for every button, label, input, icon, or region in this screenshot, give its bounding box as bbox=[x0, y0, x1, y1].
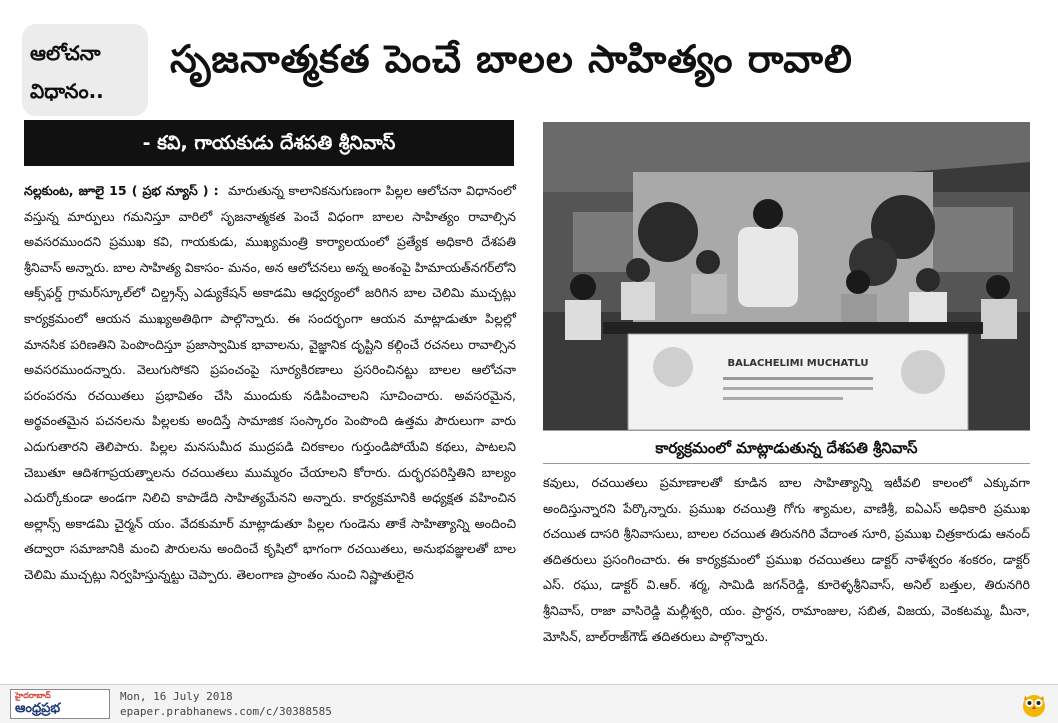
publication-logo bbox=[10, 689, 110, 719]
headline: సృజనాత్మకత పెంచే బాలల సాహిత్యం రావాలి bbox=[170, 37, 853, 81]
epaper-url[interactable]: epaper.prabhanews.com/c/30388585 bbox=[120, 705, 332, 718]
dateline: నల్లకుంట, జూలై 15 ( ప్రభ న్యూస్ ) : bbox=[24, 183, 219, 198]
edition-date: Mon, 16 July 2018 bbox=[120, 690, 233, 703]
left-column-text: మారుతున్న కాలానికనుగుణంగా పిల్లల ఆలోచనా విధానంలో వస్తున్న మార్పులు గమనిస్తూ వారిలో సృజనాత్మకత పెంచే విధంగా బాలల సాహిత్యం రావాల్సిన అవసరముందని ప్రముఖ కవి, గాయకుడు, ముఖ్యమంత్రి కార్యాలయంలో ప్రత్యేక అధికారి దేశపతి శ్రీనివాస్ అన్నారు. బాల సాహిత్య వికాసం- మనం, అన ఆలోచనలు అన్న అంశంపై హిమాయత్‌నగర్‌లోని ఆక్స్‌ఫర్డ్ గ్రామర్‌స్కూల్‌లో చిల్డ్రన్స్ ఎడ్యుకేషన్ అకాడమి ఆధ్వర్యంలో జరిగిన బాల చెలిమి ముచ్చట్లు కార్యక్రమంలో ఆయన ముఖ్యఅతిథిగా పాల్గొన్నారు. ఈ సందర్భంగా ఆయన మాట్లాడుతూ పిల్లల్లో మానసిక పరిణతిని పెంపొందిస్తూ ప్రజాస్వామిక భావాలను, వైజ్ఞానిక దృష్టిని కల్గించే రచనలు రావాల్సిన అవసరముందన్నారు. వెలుగుసోకని ప్రపంచంపై సూర్యకిరణాలు ప్రసరించినట్టు బాలల ఆలోచనా పరంపరను రచయితలు ప్రభావితం చేసి ముందుకు నడిపించాలని సూచించారు. అవసరమైన, అర్థవంతమైన పచనలను పిల్లలకు అందిస్తే సామాజిక సంస్కారం పెంపొంది ఉత్తమ పౌరులుగా వారు ఎదుగుతారని తెలిపారు. పిల్లల మనసుమీద ముద్రపడి చిరకాలం గుర్తుండిపోయేవి కథలు, పాటలని చెబుతూ ఆదిశగాప్రయత్నాలను రచయితలు ముమ్మరం చేయాలని కోరారు. దుర్భరపరిస్తితిని బాల్యం ఎదుర్కోకుండా అండగా నిలిచి కాపాడేది సాహిత్యమేనని అన్నారు. కార్యక్రమానికి అధ్యక్షత వహించిన అల్లాన్స్ అకాడమి చైర్మన్ యం. వేదకుమార్ మాట్లాడుతూ పిల్లల గుండెను తాకే సాహిత్యాన్ని అందించి తద్వారా సమాజానికి మంచి పౌరులను అందించే కృషిలో భాగంగా రచయితలు, అనుభవజ్ఞులతో బాల చెలిమి ముచ్చట్లు నిర్వహిస్తున్నట్టు చెప్పారు. తెలంగాణ ప్రాంతం నుంచి నిష్ణాతులైన bbox=[24, 183, 516, 582]
logo-title: ఆంధ్రప్రభ bbox=[15, 701, 61, 716]
section-tag-line1: ఆలోచనా bbox=[30, 41, 101, 65]
banner-text: BALACHELIMI MUCHATLU bbox=[727, 358, 869, 369]
footer-bar bbox=[0, 684, 1058, 723]
event-photo-illustration bbox=[543, 122, 1030, 430]
byline: - కవి, గాయకుడు దేశపతి శ్రీనివాస్ bbox=[24, 120, 514, 166]
photo-caption: కార్యక్రమంలో మాట్లాడుతున్న దేశపతి శ్రీనివాస్ bbox=[543, 430, 1030, 464]
article-column-right bbox=[543, 470, 1030, 649]
owl-icon bbox=[1020, 690, 1048, 718]
section-tag bbox=[22, 24, 148, 116]
event-photo bbox=[543, 122, 1030, 430]
footer-meta bbox=[120, 689, 332, 719]
section-tag-line2: విధానం.. bbox=[30, 79, 104, 103]
article-column-left bbox=[24, 178, 516, 588]
right-column-text: కవులు, రచయితలు ప్రమాణాలతో కూడిన బాల సాహిత్యాన్ని ఇటీవలి కాలంలో ఎక్కువగా అందిస్తున్నారని పేర్కొన్నారు. ప్రముఖ రచయిత్రి గోగు శ్యామల, వాణిశ్రీ, ఐఏఎస్ అధికారి ప్రముఖ రచయిత దాసరి శ్రీనివాసులు, బాలల రచయిత తిరునగిరి వేదాంత సూరి, ప్రముఖ చిత్రకారుడు ఆనంద్ తదితరులు ప్రసంగించారు. ఈ కార్యక్రమంలో ప్రముఖ రచయితలు డాక్టర్ నాళేశ్వరం శంకరం, డాక్టర్ ఎస్. రఘు, డాక్టర్ వి.ఆర్. శర్మ, సామిడి జగన్‌రెడ్డి, కూరెళ్ళశ్రీనివాస్, అనిల్ బత్తుల, తిరునగిరి శ్రీనివాస్, రాజా వాసిరెడ్డి మల్లీశ్వరి, యం. ప్రార్ధన, రామాంజుల, సబిత, విజయ, వెంకటమ్మ, మీనా, మోసిన్, బాల్‌రాజ్‌గౌడ్ తదితరులు పాల్గొన్నారు. bbox=[543, 475, 1030, 644]
logo-city: హైదరాబాద్ bbox=[15, 691, 51, 700]
